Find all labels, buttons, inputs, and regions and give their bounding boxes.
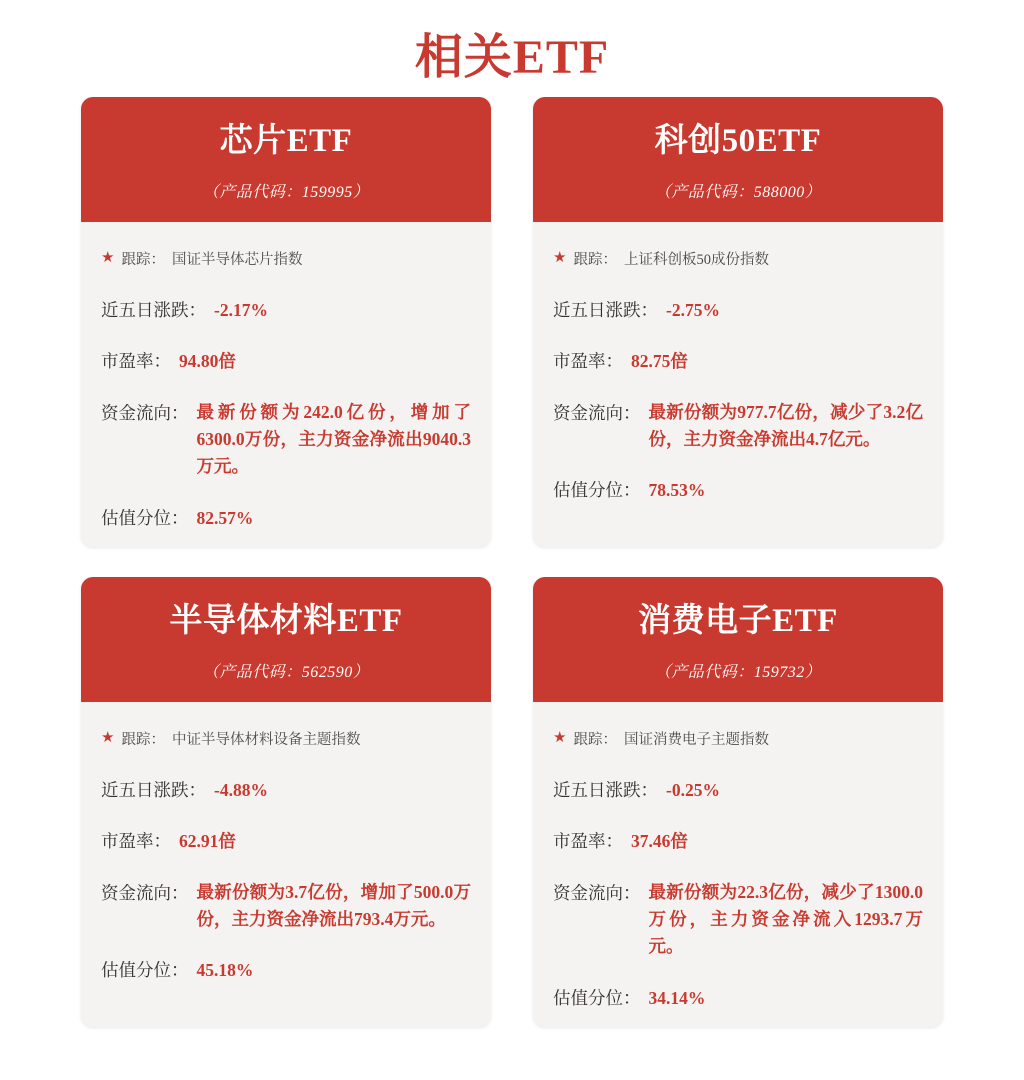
etf-fund-flow-label: 资金流向：: [553, 883, 641, 904]
etf-fund-flow-value: 最新份额为977.7亿份，减少了3.2亿份，主力资金净流出4.7亿元。: [648, 402, 923, 450]
etf-code: [543, 179, 933, 202]
etf-card[interactable]: [81, 577, 491, 1027]
etf-card-body: [533, 222, 943, 531]
etf-valuation-label: 估值分位：: [553, 480, 641, 501]
etf-track-label: 跟踪：: [573, 251, 617, 268]
etf-pe-value: 62.91倍: [179, 831, 236, 852]
etf-fund-flow-value: 最新份额为3.7亿份，增加了500.0万份，主力资金净流出793.4万元。: [196, 882, 471, 930]
star-icon: ★: [101, 249, 115, 266]
etf-code-suffix: ）: [804, 663, 822, 681]
etf-code: [91, 179, 481, 202]
etf-pe-value: 37.46倍: [631, 831, 688, 852]
etf-valuation-value: 78.53%: [648, 480, 706, 501]
etf-track-label: 跟踪：: [121, 251, 165, 268]
etf-five-day-row: [99, 765, 473, 816]
star-icon: ★: [553, 249, 567, 266]
etf-track-row: [551, 722, 925, 765]
etf-pe-label: 市盈率：: [101, 351, 171, 372]
etf-code-suffix: ）: [352, 183, 370, 201]
etf-fund-flow-value: 最新份额为242.0亿份，增加了6300.0万份，主力资金净流出9040.3万元。: [196, 402, 471, 477]
etf-code-suffix: ）: [352, 663, 370, 681]
etf-five-day-label: 近五日涨跌：: [553, 779, 658, 800]
etf-fund-flow-label: 资金流向：: [553, 403, 641, 424]
etf-pe-row: [551, 816, 925, 867]
etf-five-day-label: 近五日涨跌：: [101, 299, 206, 320]
etf-five-day-row: [551, 285, 925, 336]
etf-code-prefix: （产品代码：: [654, 663, 754, 681]
etf-valuation-label: 估值分位：: [101, 960, 189, 981]
etf-five-day-row: [99, 285, 473, 336]
etf-track-value: 中证半导体材料设备主题指数: [171, 731, 361, 748]
etf-code-value: 159732: [753, 663, 805, 681]
etf-pe-value: 94.80倍: [179, 351, 236, 372]
etf-valuation-row: [551, 465, 925, 516]
etf-code-prefix: （产品代码：: [202, 183, 302, 201]
etf-code: [91, 659, 481, 682]
etf-code-value: 562590: [301, 663, 353, 681]
etf-pe-value: 82.75倍: [631, 351, 688, 372]
etf-track-value: 国证半导体芯片指数: [171, 251, 303, 268]
etf-track-value: 上证科创板50成份指数: [623, 251, 769, 268]
etf-code-prefix: （产品代码：: [654, 183, 754, 201]
etf-track-row: [99, 242, 473, 285]
etf-card-header: [81, 577, 491, 702]
etf-fund-flow-row: [99, 867, 473, 945]
etf-pe-label: 市盈率：: [553, 831, 623, 852]
etf-fund-flow-row: [551, 387, 925, 465]
etf-card[interactable]: [533, 97, 943, 547]
etf-name: 消费电子ETF: [638, 603, 838, 639]
etf-fund-flow-row: [99, 387, 473, 492]
etf-track-row: [99, 722, 473, 765]
etf-valuation-value: 45.18%: [196, 960, 254, 981]
etf-pe-label: 市盈率：: [101, 831, 171, 852]
etf-fund-flow-row: [551, 867, 925, 972]
etf-code-value: 588000: [753, 183, 805, 201]
etf-name: 科创50ETF: [654, 123, 822, 159]
etf-card-body: [81, 702, 491, 1011]
star-icon: ★: [553, 729, 567, 746]
etf-valuation-row: [99, 493, 473, 544]
etf-code: [543, 659, 933, 682]
etf-valuation-row: [99, 945, 473, 996]
etf-card-header: [533, 577, 943, 702]
etf-track-label: 跟踪：: [121, 731, 165, 748]
etf-five-day-value: -0.25%: [666, 779, 720, 800]
etf-card[interactable]: [533, 577, 943, 1027]
etf-name: 半导体材料ETF: [169, 603, 403, 639]
etf-valuation-label: 估值分位：: [101, 507, 189, 528]
etf-card-body: [81, 222, 491, 547]
etf-track-row: [551, 242, 925, 285]
etf-pe-label: 市盈率：: [553, 351, 623, 372]
etf-card-header: [81, 97, 491, 222]
etf-valuation-label: 估值分位：: [553, 987, 641, 1008]
etf-valuation-row: [551, 973, 925, 1024]
page-title: 相关ETF: [414, 31, 610, 84]
etf-pe-row: [99, 816, 473, 867]
etf-card-body: [533, 702, 943, 1027]
etf-track-label: 跟踪：: [573, 731, 617, 748]
etf-name: 芯片ETF: [219, 123, 353, 159]
etf-card-grid: [0, 97, 1024, 1027]
etf-valuation-value: 82.57%: [196, 507, 254, 528]
etf-five-day-value: -2.17%: [214, 299, 268, 320]
etf-pe-row: [551, 336, 925, 387]
etf-five-day-label: 近五日涨跌：: [553, 299, 658, 320]
etf-fund-flow-label: 资金流向：: [101, 403, 189, 424]
etf-fund-flow-label: 资金流向：: [101, 883, 189, 904]
etf-valuation-value: 34.14%: [648, 987, 706, 1008]
etf-pe-row: [99, 336, 473, 387]
etf-track-value: 国证消费电子主题指数: [623, 731, 769, 748]
star-icon: ★: [101, 729, 115, 746]
etf-five-day-label: 近五日涨跌：: [101, 779, 206, 800]
etf-fund-flow-value: 最新份额为22.3亿份，减少了1300.0万份，主力资金净流入1293.7万元。: [648, 882, 923, 957]
etf-code-prefix: （产品代码：: [202, 663, 302, 681]
etf-card[interactable]: [81, 97, 491, 547]
etf-five-day-value: -4.88%: [214, 779, 268, 800]
etf-code-suffix: ）: [804, 183, 822, 201]
etf-card-header: [533, 97, 943, 222]
etf-five-day-value: -2.75%: [666, 299, 720, 320]
etf-five-day-row: [551, 765, 925, 816]
etf-code-value: 159995: [301, 183, 353, 201]
